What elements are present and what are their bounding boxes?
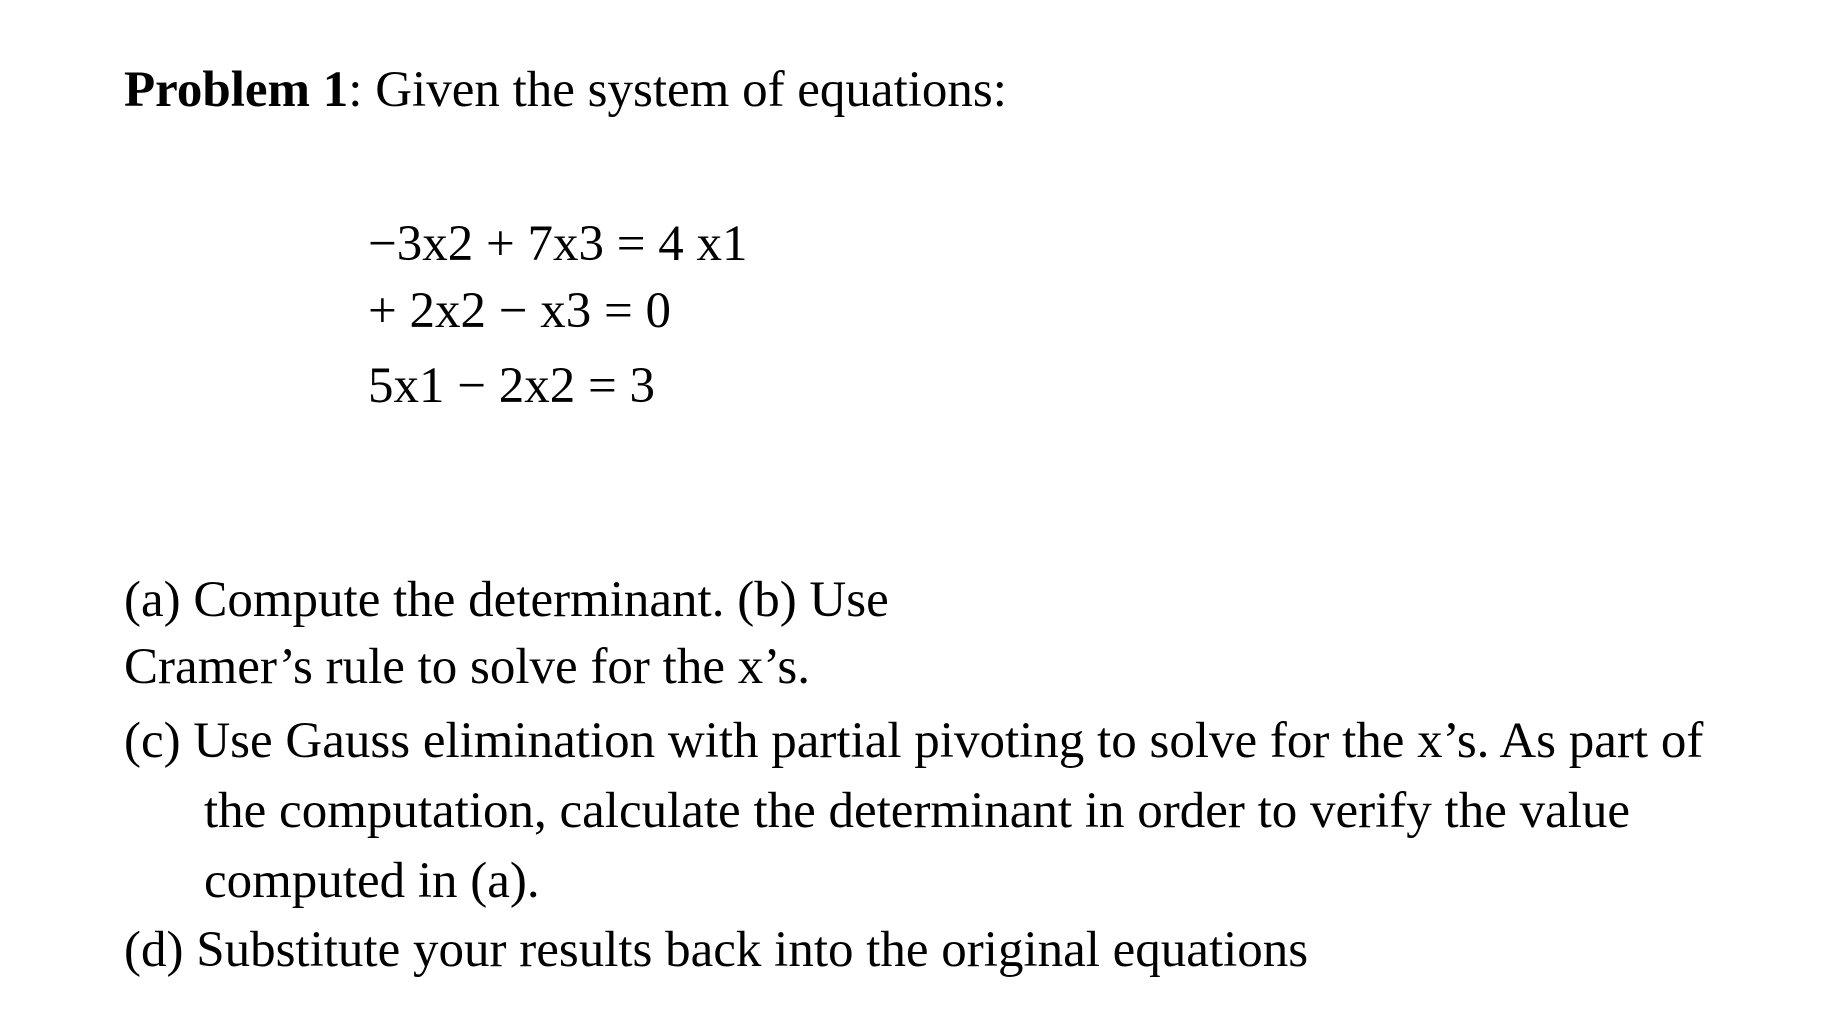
part-d: (d) Substitute your results back into the original equations <box>124 922 1309 978</box>
part-b-line-2: Cramer’s rule to solve for the x’s. <box>124 639 810 695</box>
problem-colon: : <box>348 62 363 118</box>
part-c-line-1: (c) Use Gauss elimination with partial pivoting to solve for the x’s. As part of <box>124 713 1704 769</box>
equation-2: + 2x2 − x3 = 0 <box>368 283 672 339</box>
part-c-line-3: computed in (a). <box>204 853 540 909</box>
equation-3: 5x1 − 2x2 = 3 <box>368 358 656 414</box>
part-c <box>124 706 1824 916</box>
part-a-line-1: (a) Compute the determinant. (b) Use <box>124 572 889 628</box>
problem-intro: Given the system of equations: <box>362 62 1007 118</box>
problem-heading <box>124 60 1007 120</box>
part-c-line-2: the computation, calculate the determinant in order to verify the value <box>204 783 1631 839</box>
problem-label: Problem 1 <box>124 62 349 118</box>
equation-1: −3x2 + 7x3 = 4 x1 <box>368 216 748 272</box>
